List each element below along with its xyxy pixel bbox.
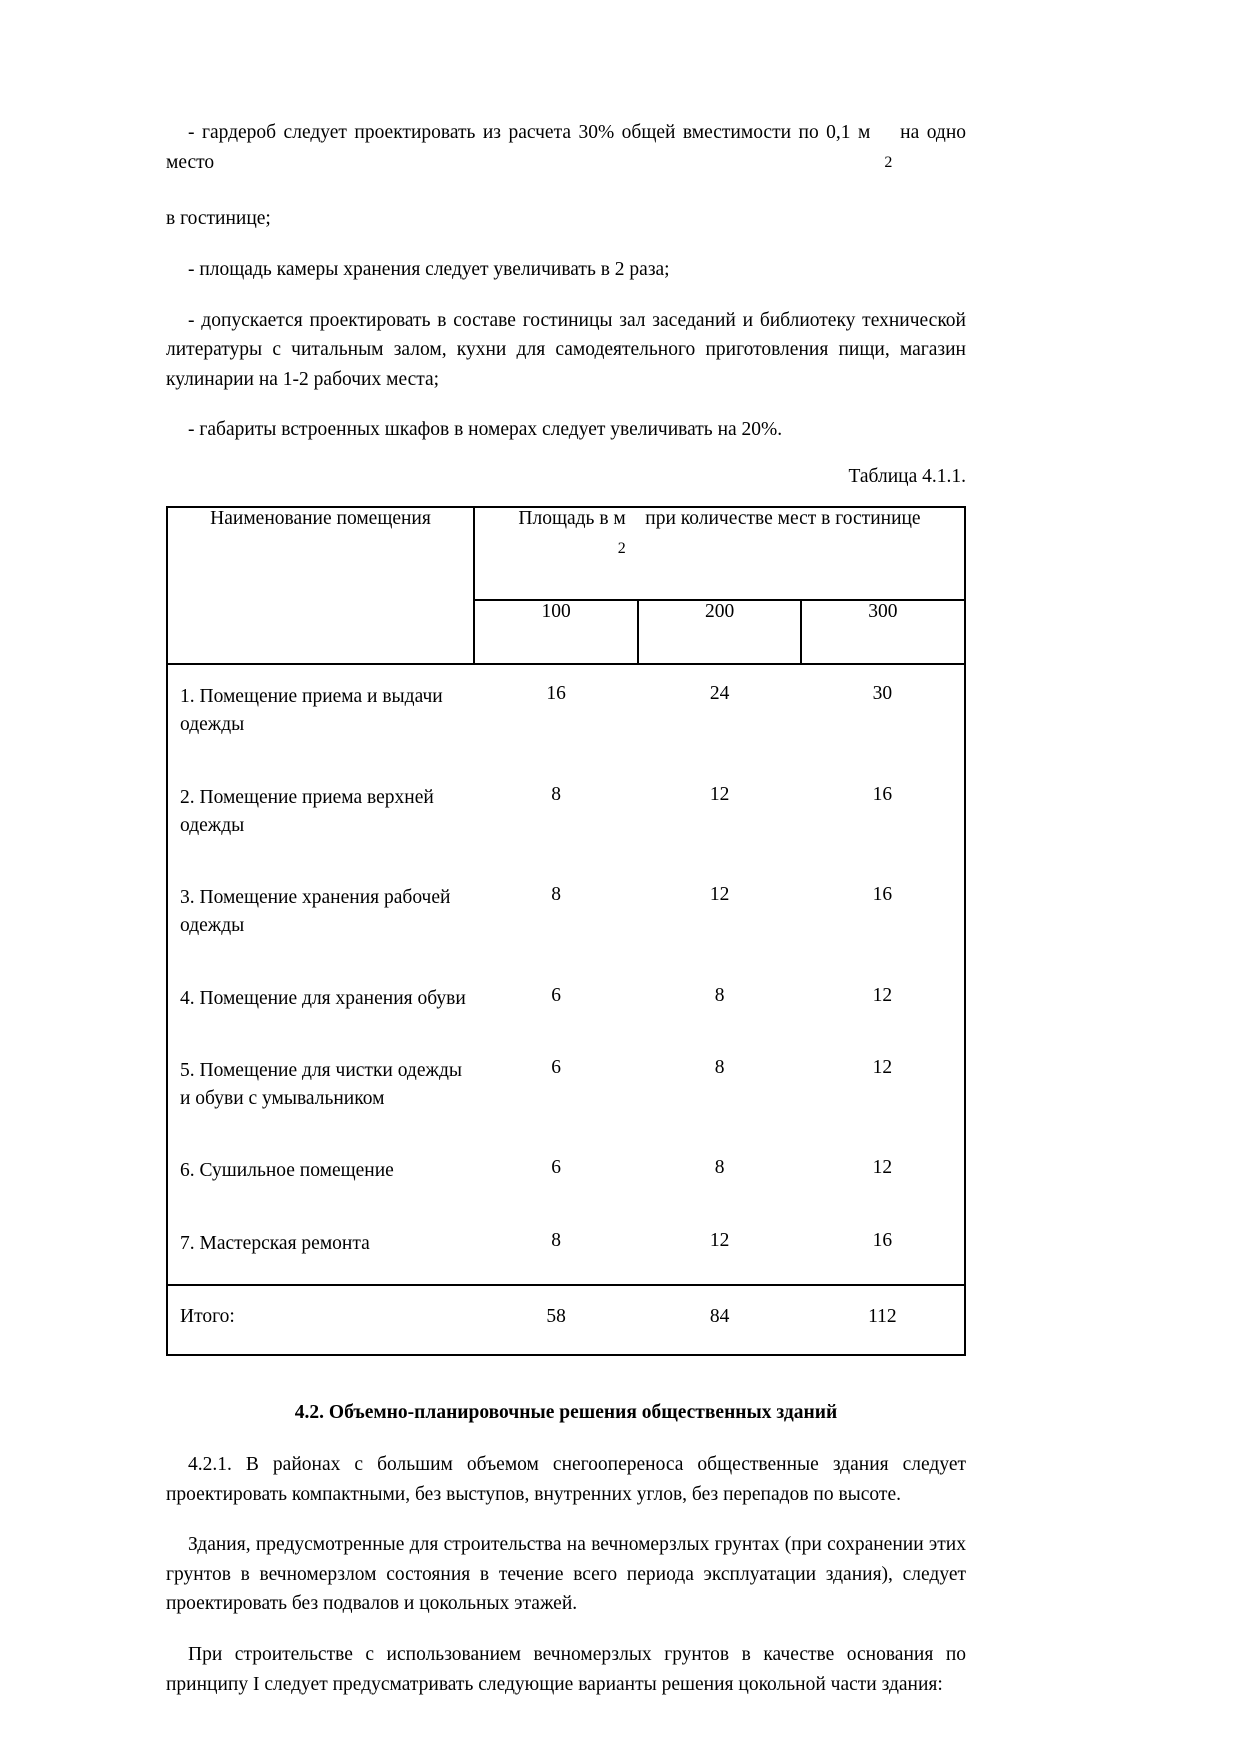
row-value-300: 16 <box>872 884 893 906</box>
section-heading: 4.2. Объемно-планировочные решения общественных зданий <box>294 1401 838 1423</box>
row-value-200: 8 <box>714 1157 725 1179</box>
row-value-300: 16 <box>872 1229 893 1251</box>
row-value-200: 8 <box>714 1056 725 1078</box>
header-area-label-after: при количестве мест в гостинице <box>645 508 921 529</box>
row-value-300: 16 <box>872 783 893 805</box>
intro-item-wardrobe-dimensions: - габариты встроенных шкафов в номерах следует увеличивать на 20%. <box>188 419 783 441</box>
table-row <box>168 766 964 867</box>
intro-item-wardrobe-continuation: в гостинице; <box>166 208 271 230</box>
total-value-300: 112 <box>801 1285 964 1354</box>
areas-table <box>168 508 964 1354</box>
intro-item-wardrobe: - гардероб следует проектировать из расчета 30% общей вместимости по 0,1 м 2 на одно место <box>166 122 966 173</box>
header-room-name-label: Наименование помещения <box>210 508 431 529</box>
row-value-100: 6 <box>551 1157 562 1179</box>
row-name: 3. Помещение хранения рабочей одежды <box>180 887 451 937</box>
row-value-100: 8 <box>551 783 562 805</box>
row-value-100: 8 <box>551 1229 562 1251</box>
row-name: 4. Помещение для хранения обуви <box>180 987 466 1009</box>
header-cell-room-name <box>168 508 474 664</box>
row-value-300: 30 <box>872 683 893 704</box>
intro-item-meeting-hall: - допускается проектировать в составе гостиницы зал заседаний и библиотеку технической литературы с читальным залом, кухни для самодеятельного приготовления пищи, магазин кулинарии на 1-2 рабочих места; <box>166 309 966 390</box>
section-paragraph-2: Здания, предусмотренные для строительства на вечномерзлых грунтах (при сохранении этих грунтов в вечномерзлом состояния в течение всего периода эксплуатации здания), следует проектировать без подвалов и цокольных этажей. <box>166 1534 966 1615</box>
row-name: 2. Помещение приема верхней одежды <box>180 786 434 836</box>
subheader-capacity-100: 100 <box>474 600 638 664</box>
row-value-100: 16 <box>546 683 566 704</box>
areas-table-wrapper <box>166 506 966 1356</box>
row-value-100: 6 <box>551 1056 562 1078</box>
header-area-label-before: Площадь в м <box>518 508 626 529</box>
total-value-100: 58 <box>474 1285 638 1354</box>
row-name: 5. Помещение для чистки одежды и обуви с умывальником <box>180 1059 462 1110</box>
section-paragraph-1: 4.2.1. В районах с большим объемом снегоопереноса общественные здания следует проектировать компактными, без выступов, внутренних углов, без перепадов по высоте. <box>166 1453 966 1505</box>
row-value-200: 12 <box>709 1229 730 1251</box>
table-caption: Таблица 4.1.1. <box>848 466 966 487</box>
table-row <box>168 665 964 766</box>
row-value-200: 24 <box>709 683 730 704</box>
intro-item-wardrobe-text: - гардероб следует проектировать из расчета 30% общей вместимости по 0,1 м <box>188 122 871 143</box>
subheader-capacity-200: 200 <box>638 600 801 664</box>
total-label: Итого: <box>168 1285 474 1354</box>
table-row <box>168 1139 964 1211</box>
row-value-200: 8 <box>714 984 725 1006</box>
subheader-capacity-300: 300 <box>801 600 964 664</box>
table-header-row <box>168 508 964 600</box>
table-row <box>168 1039 964 1140</box>
row-name: 1. Помещение приема и выдачи одежды <box>180 686 443 736</box>
row-name: 7. Мастерская ремонта <box>180 1232 370 1254</box>
row-value-100: 6 <box>551 984 562 1006</box>
row-value-300: 12 <box>872 1157 893 1179</box>
table-row <box>168 967 964 1039</box>
header-cell-area: Площадь в м 2 при количестве мест в гостинице <box>518 508 921 557</box>
section-paragraph-3: При строительстве с использованием вечномерзлых грунтов в качестве основания по принципу I следует предусматривать следующие варианты решения цокольной части здания: <box>166 1644 966 1695</box>
superscript-line-spacer <box>166 177 966 204</box>
row-value-300: 12 <box>872 1056 893 1078</box>
row-value-200: 12 <box>709 884 730 906</box>
intro-item-wardrobe-text-after: на одно место <box>166 122 966 173</box>
row-value-100: 8 <box>551 884 562 906</box>
row-value-200: 12 <box>709 783 730 805</box>
page-content <box>166 118 966 1720</box>
row-value-300: 12 <box>872 984 893 1006</box>
table-row <box>168 1212 964 1285</box>
total-value-200: 84 <box>638 1285 801 1354</box>
table-row <box>168 866 964 967</box>
table-total-row <box>168 1285 964 1354</box>
intro-item-storage-room: - площадь камеры хранения следует увеличивать в 2 раза; <box>188 258 670 280</box>
row-name: 6. Сушильное помещение <box>180 1160 394 1182</box>
